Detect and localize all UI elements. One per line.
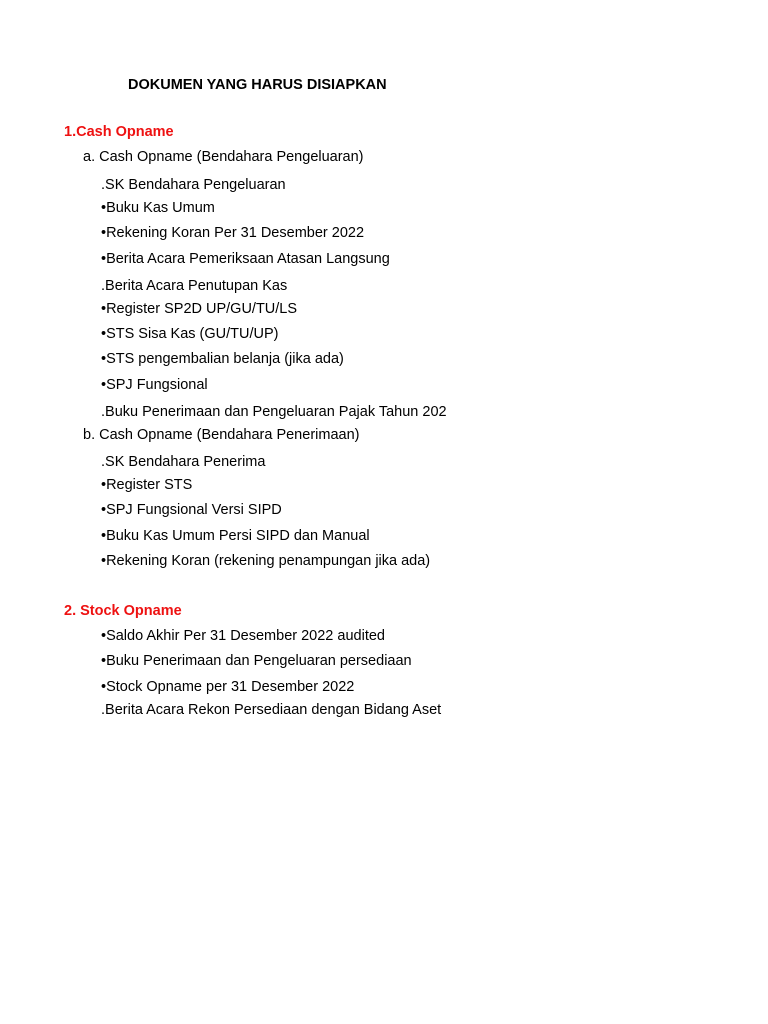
list-item: .SK Bendahara Pengeluaran [101, 177, 286, 193]
list-item: •SPJ Fungsional [101, 377, 208, 393]
list-item: •Register STS [101, 477, 193, 493]
list-item: •STS pengembalian belanja (jika ada) [101, 351, 344, 367]
list-item: •SPJ Fungsional Versi SIPD [101, 502, 282, 518]
list-item: •Rekening Koran Per 31 Desember 2022 [101, 225, 365, 241]
list-item: .SK Bendahara Penerima [101, 454, 266, 470]
list-item: .Berita Acara Rekon Persediaan dengan Bidang Aset [101, 702, 442, 718]
list-item: .Buku Penerimaan dan Pengeluaran Pajak Tahun 202 [101, 404, 447, 420]
list-item: •Buku Penerimaan dan Pengeluaran persediaan [101, 653, 412, 669]
list-item: •Saldo Akhir Per 31 Desember 2022 audited [101, 628, 385, 644]
list-item: •Register SP2D UP/GU/TU/LS [101, 301, 298, 317]
subsection-heading-bendahara-penerimaan: b. Cash Opname (Bendahara Penerimaan) [83, 427, 360, 443]
document-title: DOKUMEN YANG HARUS DISIAPKAN [128, 77, 387, 93]
list-item: .Berita Acara Penutupan Kas [101, 278, 288, 294]
list-item: •Berita Acara Pemeriksaan Atasan Langsung [101, 251, 390, 267]
list-item: •Buku Kas Umum [101, 200, 215, 216]
list-item: •Stock Opname per 31 Desember 2022 [101, 679, 355, 695]
list-item: •Rekening Koran (rekening penampungan jika ada) [101, 553, 431, 569]
section-heading-cash-opname: 1.Cash Opname [64, 124, 174, 140]
subsection-heading-bendahara-pengeluaran: a. Cash Opname (Bendahara Pengeluaran) [83, 149, 364, 165]
list-item: •Buku Kas Umum Persi SIPD dan Manual [101, 528, 370, 544]
section-heading-stock-opname: 2. Stock Opname [64, 603, 182, 619]
list-item: •STS Sisa Kas (GU/TU/UP) [101, 326, 279, 342]
